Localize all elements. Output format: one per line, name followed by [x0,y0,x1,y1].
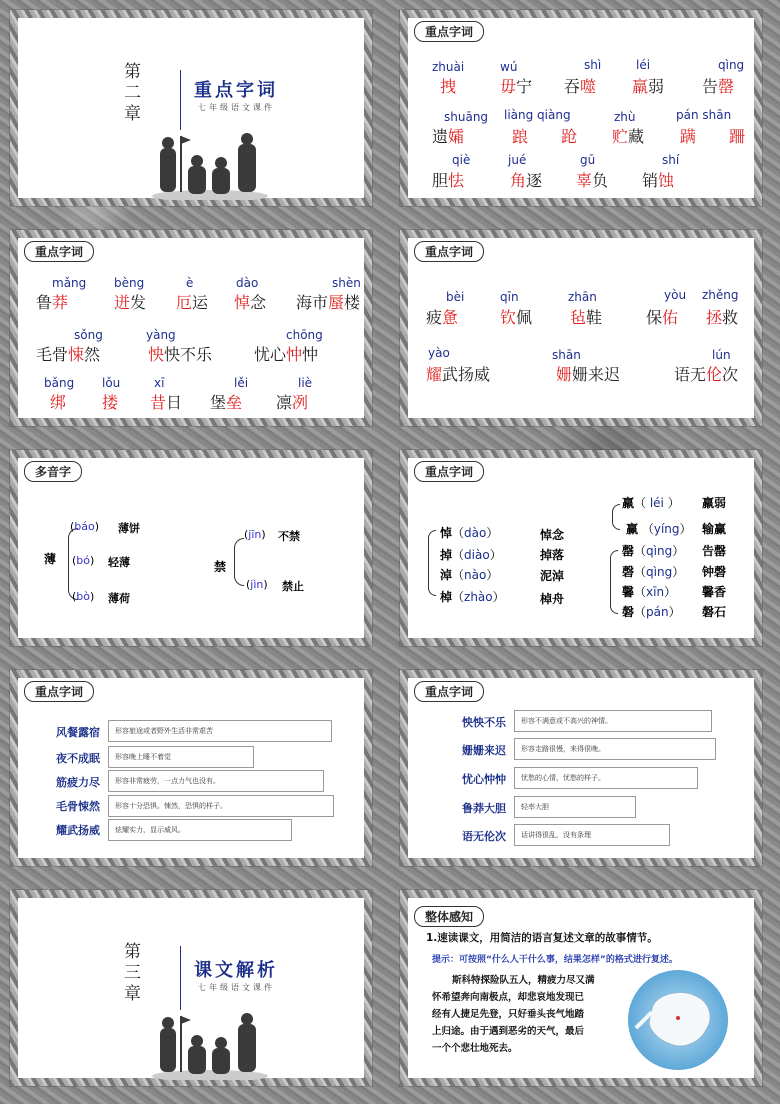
section-tag: 重点字词 [414,461,484,482]
reading-word: 薄饼 [118,522,140,535]
answer-line: 上归途。由于遇到恶劣的天气，最后 [432,1026,585,1037]
answer-text [432,972,595,1057]
section-tag: 重点字词 [414,241,484,262]
slide-idioms-1[interactable] [10,670,372,866]
word: 绑 [50,393,67,412]
title-divider [180,946,181,1010]
pinyin: léi [636,58,651,72]
slide-chapter-2-cover[interactable] [10,10,372,206]
idiom-term: 风餐露宿 [56,726,100,739]
word: 吞噬 [564,77,597,96]
word: 迸发 [114,293,147,312]
cover-subtitle: 七年级语文课件 [198,103,275,112]
char-row: 赢 （yíng） [626,522,692,536]
idiom-definition: 形容非常疲劳，一点力气也没有。 [108,770,324,792]
char-row: 羸（ léi ） [622,496,680,510]
pinyin: chōng [286,328,323,342]
idiom-definition: 轻率大胆 [514,796,636,818]
word: 姗姗来迟 [556,365,621,384]
pinyin: liàng qiàng [504,108,571,122]
answer-line: 怀希望奔向南极点，却悲哀地发现已 [432,992,585,1003]
char-word: 输赢 [702,522,727,536]
pinyin: qiè [452,153,471,167]
char-word: 磐石 [702,605,727,619]
char-row: 磬（qìng） [622,565,685,579]
idiom-definition: 炫耀实力，显示威风。 [108,819,292,841]
title-divider [180,70,181,130]
idiom-definition: 话讲得很乱，没有条理 [514,824,670,846]
pinyin: shān [552,348,581,362]
word: 怏怏不乐 [148,345,213,364]
cover-subtitle: 七年级语文课件 [198,983,275,992]
pinyin: jué [508,153,527,167]
char-word: 悼念 [540,528,565,542]
cover-title: 课文解析 [194,960,278,981]
char-word: 泥淖 [540,569,565,583]
idiom-term: 耀武扬威 [56,824,100,837]
word: 辜负 [576,171,609,190]
idiom-term: 忧心忡忡 [462,773,506,786]
reading-row: (bó) [72,554,95,567]
answer-line: 斯科特探险队五人，精疲力尽又满 [452,975,595,986]
pinyin: bèng [114,276,145,290]
word: 昔日 [150,393,183,412]
word: 遗孀 [432,127,465,146]
pinyin: pán shān [676,108,732,122]
polyphone-char: 薄 [44,552,57,566]
pinyin: wú [500,60,518,74]
chapter-label: 第二章 [120,62,140,125]
idiom-definition: 形容晚上睡不着觉 [108,746,254,768]
word: 搂 [102,393,119,412]
section-tag: 重点字词 [414,681,484,702]
pinyin: shuāng [444,110,489,124]
idiom-term: 鲁莽大胆 [462,802,506,815]
word: 堡垒 [210,393,243,412]
reading-row: (jīn) [244,528,266,541]
chapter-label: 第三章 [120,942,140,1005]
section-tag: 重点字词 [24,681,94,702]
slide-key-words-3[interactable] [400,230,762,426]
word: 语无伦次 [674,365,739,384]
word: 踉 跄 [512,127,592,146]
brace [428,530,436,596]
word: 拯救 [706,308,739,327]
slide-key-words-2[interactable] [10,230,372,426]
slide-overview[interactable] [400,890,762,1086]
slide-polyphones[interactable] [10,450,372,646]
pinyin: zhěng [702,288,739,302]
section-tag: 多音字 [24,461,82,482]
pinyin: shí [662,153,680,167]
idiom-definition: 形容走路很慢，来得很晚。 [514,738,716,760]
char-word: 告罄 [702,544,727,558]
reading-row: (bò) [72,590,95,603]
antarctica-map [622,968,734,1072]
section-tag: 重点字词 [24,241,94,262]
char-row: 悼（dào） [440,526,499,540]
word: 羸弱 [632,77,665,96]
pinyin: dào [236,276,259,290]
cover-title: 重点字词 [194,80,278,101]
word: 忧心忡忡 [254,345,319,364]
char-word: 棹舟 [540,592,565,606]
explorers-photo [150,130,270,200]
brace [612,504,620,530]
word: 毋宁 [500,77,533,96]
brace [610,550,618,614]
word: 胆怯 [432,171,465,190]
idiom-term: 筋疲力尽 [56,776,100,789]
word: 鲁莽 [36,293,69,312]
section-tag: 重点字词 [414,21,484,42]
slide-key-words-1[interactable] [400,10,762,206]
pinyin: yào [428,346,450,360]
pinyin: è [186,276,194,290]
question-text: 1.速读课文，用简洁的语言复述文章的故事情节。 [426,932,658,944]
polyphone-char: 禁 [214,560,227,574]
idiom-definition: 形容十分恐惧。悚然，恐惧的样子。 [108,795,334,817]
word: 蹒 跚 [680,127,760,146]
slide-chapter-3-cover[interactable] [10,890,372,1086]
word: 凛冽 [276,393,309,412]
word: 悼念 [234,293,267,312]
word: 角逐 [510,171,543,190]
slide-similar-chars[interactable] [400,450,762,646]
word: 毡鞋 [570,308,603,327]
pinyin: lěi [234,376,249,390]
char-row: 罄（qìng） [622,544,685,558]
word: 保佑 [646,308,679,327]
idiom-term: 语无伦次 [462,830,506,843]
idiom-term: 毛骨悚然 [56,800,100,813]
word: 钦佩 [500,308,533,327]
char-row: 馨（xīn） [622,585,677,599]
pinyin: lǒu [102,376,121,390]
word: 海市蜃楼 [296,293,361,312]
pinyin: bèi [446,290,465,304]
pinyin: zhuài [432,60,465,74]
char-row: 淖（nào） [440,568,499,582]
pinyin: bǎng [44,376,75,390]
pinyin: gū [580,153,596,167]
answer-line: 经有人捷足先登，只好垂头丧气地踏 [432,1009,585,1020]
pinyin: liè [298,376,313,390]
reading-row: (jìn) [246,578,268,591]
char-word: 钟磬 [702,565,727,579]
reading-word: 轻薄 [108,556,130,569]
idiom-definition: 忧愁的心情，忧愁的样子。 [514,767,698,789]
pinyin: shèn [332,276,361,290]
idiom-term: 夜不成眠 [56,752,100,765]
idiom-term: 姗姗来迟 [462,744,506,757]
pinyin: yòu [664,288,687,302]
reading-word: 不禁 [278,530,300,543]
idiom-definition: 形容不满意或不高兴的神情。 [514,710,712,732]
pinyin: sǒng [74,328,103,342]
char-row: 棹（zhào） [440,590,505,604]
char-row: 掉（diào） [440,548,502,562]
word: 疲惫 [426,308,459,327]
pinyin: yàng [146,328,176,342]
idiom-term: 怏怏不乐 [462,716,506,729]
pinyin: shì [584,58,602,72]
idiom-definition: 形容旅途或者野外生活非常艰苦 [108,720,332,742]
pinyin: lún [712,348,731,362]
pinyin: qīn [500,290,519,304]
word: 毛骨悚然 [36,345,101,364]
reading-word: 禁止 [282,580,304,593]
char-word: 馨香 [702,585,727,599]
word: 耀武扬威 [426,365,491,384]
pinyin: xī [154,376,165,390]
pinyin: zhù [614,110,636,124]
pinyin: mǎng [52,276,87,290]
word: 拽 [440,77,457,96]
reading-row: (báo) [70,520,100,533]
pinyin: zhān [568,290,597,304]
char-row: 磐（pán） [622,605,681,619]
reading-word: 薄荷 [108,592,130,605]
explorers-photo [150,1010,270,1080]
word: 销蚀 [642,171,675,190]
brace [234,538,244,586]
word: 告罄 [702,77,735,96]
pinyin: qìng [718,58,745,72]
char-word: 掉落 [540,548,565,562]
char-word: 羸弱 [702,496,727,510]
word: 厄运 [176,293,209,312]
answer-line: 一个个悲壮地死去。 [432,1043,518,1054]
section-tag: 整体感知 [414,906,484,927]
hint-text: 提示：可按照“什么人干什么事，结果怎样”的格式进行复述。 [432,955,678,965]
word: 贮藏 [612,127,645,146]
slide-idioms-2[interactable] [400,670,762,866]
